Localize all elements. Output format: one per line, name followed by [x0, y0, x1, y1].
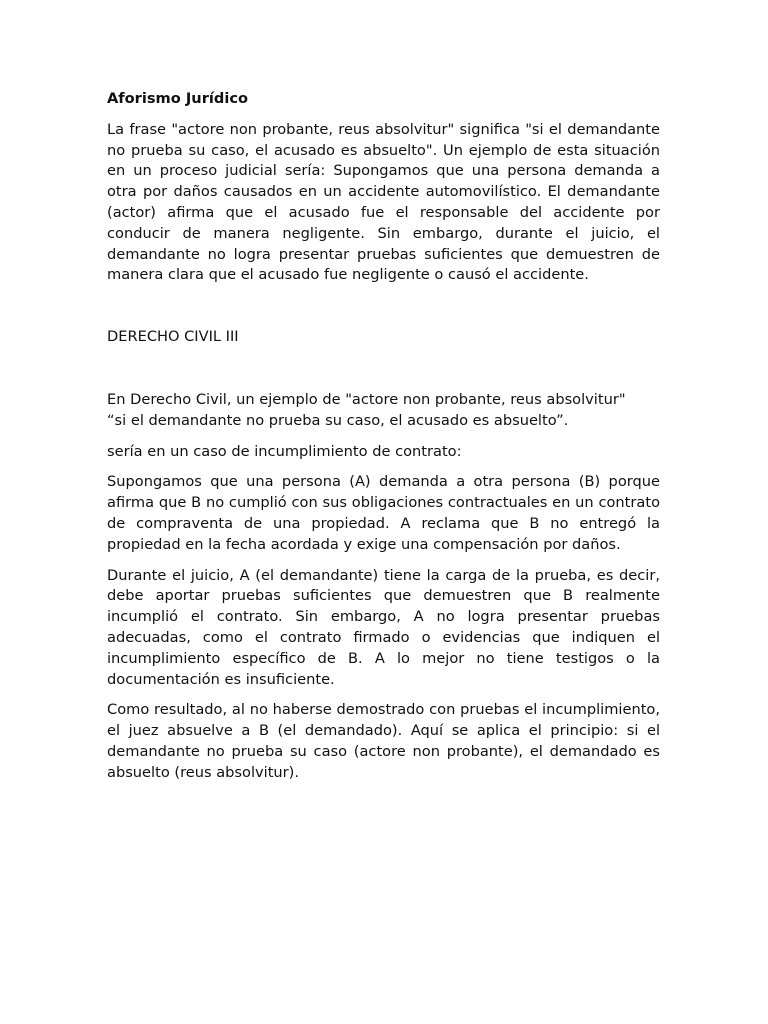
paragraph-intro	[107, 390, 660, 432]
paragraph-resultado: Como resultado, al no haberse demostrado con pruebas el incumplimiento, el juez absuelve a B (el demandado). Aquí se aplica el principio: si el demandante no prueba su caso (actore non probante), el demandado es absuelto (reus absolvitur).	[107, 701, 660, 781]
paragraph-supongamos: Supongamos que una persona (A) demanda a otra persona (B) porque afirma que B no cumplió con sus obligaciones contractuales en un contrato de compraventa de una propiedad. A reclama que B no entregó la propiedad en la fecha acordada y exige una compensación por daños.	[107, 473, 660, 553]
document-page	[107, 89, 660, 794]
paragraph-durante: Durante el juicio, A (el demandante) tiene la carga de la prueba, es decir, debe aportar pruebas suficientes que demuestren que B realmente incumplió el contrato. Sin embargo, A no logra presentar pruebas adecuadas, como el contrato firmado o evidencias que indiquen el incumplimiento específico de B. A lo mejor no tiene testigos o la documentación es insuficiente.	[107, 566, 660, 688]
section-heading: DERECHO CIVIL III	[107, 328, 239, 346]
intro-line-2: “si el demandante no prueba su caso, el acusado es absuelto”.	[107, 411, 569, 429]
paragraph-aforismo: La frase "actore non probante, reus absolvitur" significa "si el demandante no prueba su caso, el acusado es absuelto". Un ejemplo de esta situación en un proceso judicial sería: Supongamos que una persona demanda a otra por daños causados en un accidente automovilístico. El demandante (actor) afirma que el acusado fue el responsable del accidente por conducir de manera negligente. Sin embargo, durante el juicio, el demandante no logra presentar pruebas suficientes que demuestren de manera clara que el acusado fue negligente o causó el accidente.	[107, 120, 660, 284]
document-title: Aforismo Jurídico	[107, 90, 249, 107]
paragraph-contract-case: sería en un caso de incumplimiento de contrato:	[107, 442, 462, 460]
intro-line-1: En Derecho Civil, un ejemplo de "actore non probante, reus absolvitur"	[107, 390, 626, 408]
